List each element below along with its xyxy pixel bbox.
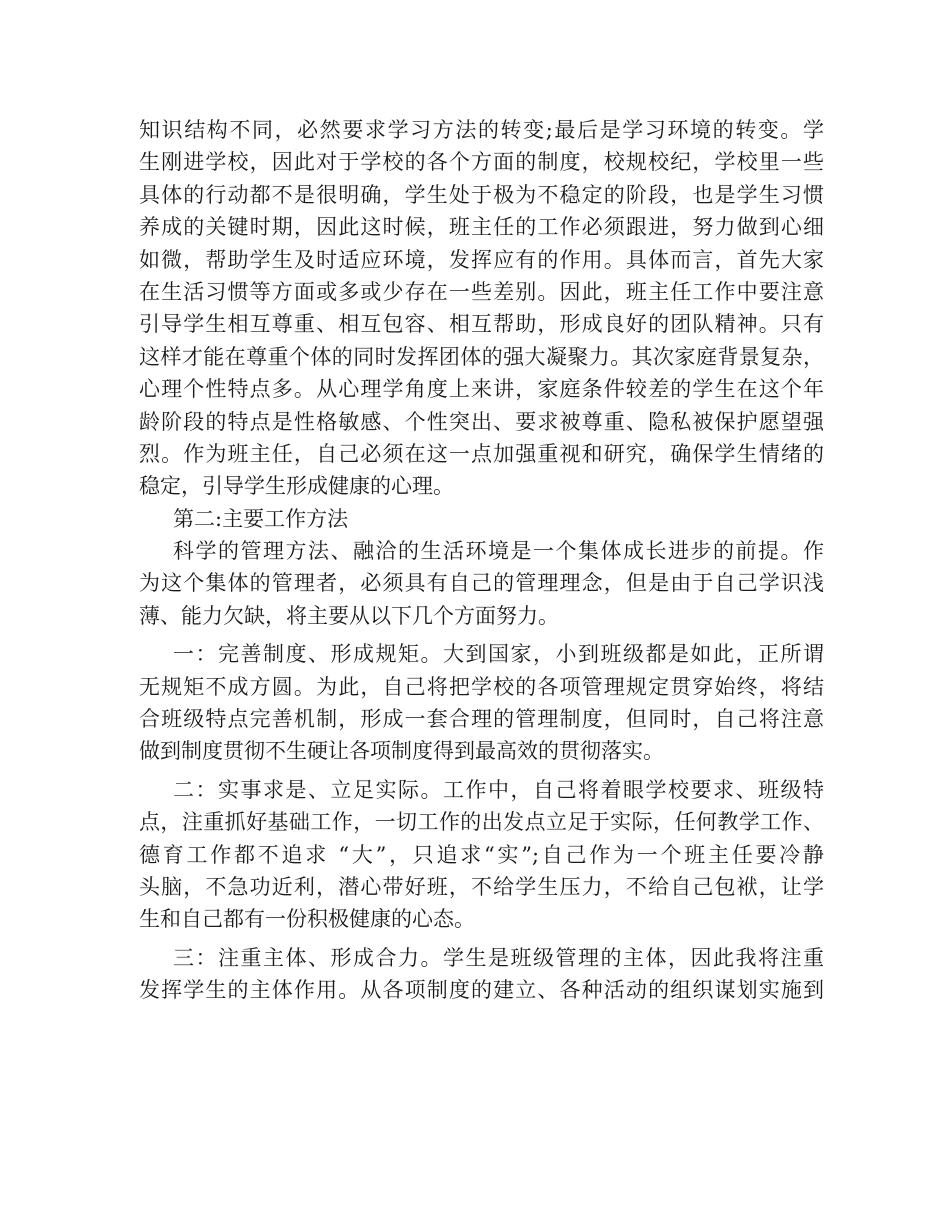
- text-line: 稳定，引导学生形成健康的心理。: [139, 474, 454, 499]
- text-line: 合班级特点完善机制，形成一套合理的管理制度，但同时，自己将注意: [139, 707, 824, 732]
- text-line: 生和自己都有一份积极健康的心态。: [139, 907, 475, 932]
- text-line: 心理个性特点多。从心理学角度上来讲，家庭条件较差的学生在这个年: [139, 377, 824, 402]
- text-line: 这样才能在尊重个体的同时发挥团体的强大凝聚力。其次家庭背景复杂，: [139, 344, 824, 369]
- section-heading: 第二:主要工作方法: [173, 506, 349, 531]
- text-line: 点，注重抓好基础工作，一切工作的出发点立足于实际，任何教学工作、: [139, 810, 824, 835]
- text-line: 为这个集体的管理者，必须具有自己的管理理念，但是由于自己学识浅: [139, 571, 824, 596]
- text-line: 科学的管理方法、融洽的生活环境是一个集体成长进步的前提。作: [173, 539, 824, 564]
- text-line: 知识结构不同，必然要求学习方法的转变;最后是学习环境的转变。学: [139, 118, 824, 142]
- text-line: 生刚进学校，因此对于学校的各个方面的制度，校规校纪，学校里一些: [139, 150, 824, 175]
- text-line: 龄阶段的特点是性格敏感、个性突出、要求被尊重、隐私被保护愿望强: [139, 409, 824, 434]
- text-line: 做到制度贯彻不生硬让各项制度得到最高效的贯彻落实。: [139, 739, 664, 764]
- text-line: 德育工作都不追求 “大”，只追求“实”;自己作为一个班主任要冷静: [139, 842, 824, 867]
- text-line: 发挥学生的主体作用。从各项制度的建立、各种活动的组织谋划实施到: [139, 978, 824, 1003]
- text-line: 引导学生相互尊重、相互包容、相互帮助，形成良好的团队精神。只有: [139, 312, 824, 337]
- text-line: 具体的行动都不是很明确，学生处于极为不稳定的阶段，也是学生习惯: [139, 182, 824, 207]
- text-line: 一：完善制度、形成规矩。大到国家，小到班级都是如此，正所谓: [173, 642, 824, 667]
- text-line: 养成的关键时期，因此这时候，班主任的工作必须跟进，努力做到心细: [139, 215, 824, 240]
- text-line: 薄、能力欠缺，将主要从以下几个方面努力。: [139, 603, 559, 628]
- text-line: 烈。作为班主任，自己必须在这一点加强重视和研究，确保学生情绪的: [139, 441, 824, 466]
- body-text: [139, 114, 824, 1007]
- text-line: 三：注重主体、形成合力。学生是班级管理的主体，因此我将注重: [173, 945, 824, 970]
- text-line: 如微，帮助学生及时适应环境，发挥应有的作用。具体而言，首先大家: [139, 247, 824, 272]
- text-line: 在生活习惯等方面或多或少存在一些差别。因此，班主任工作中要注意: [139, 279, 824, 304]
- text-line: 头脑，不急功近利，潜心带好班，不给学生压力，不给自己包袱，让学: [139, 874, 824, 899]
- text-line: 无规矩不成方圆。为此，自己将把学校的各项管理规定贯穿始终，将结: [139, 674, 824, 699]
- text-line: 二：实事求是、立足实际。工作中，自己将着眼学校要求、班级特: [173, 777, 824, 802]
